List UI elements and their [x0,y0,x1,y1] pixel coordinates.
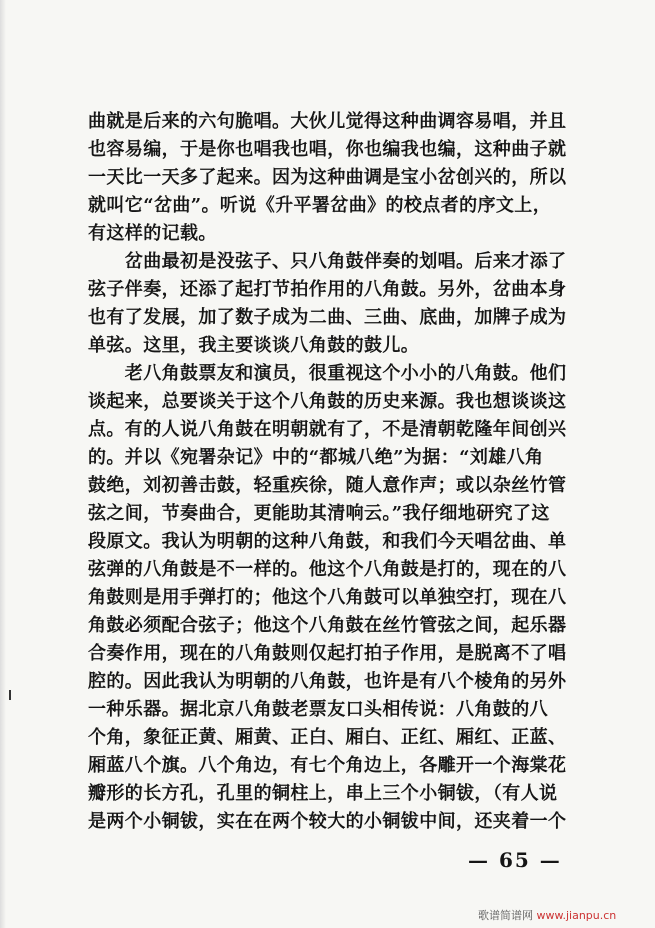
text-line: 也容易编，于是你也唱我也唱，你也编我也编，这种曲子就 [88,139,567,160]
text-line: 也有了发展，加了数子成为二曲、三曲、底曲，加牌子成为 [88,307,567,328]
text-line: 段原文。我认为明朝的这种八角鼓，和我们今天唱岔曲、单 [88,531,567,552]
text-line: 曲就是后来的六句脆唱。大伙儿觉得这种曲调容易唱，并且 [88,111,567,132]
text-line: 弦弹的八角鼓是不一样的。他这个八角鼓是打的，现在的八 [88,559,567,580]
text-line: 鼓绝，刘初善击鼓，轻重疾徐，随人意作声；或以杂丝竹管 [88,475,567,496]
watermark [478,907,616,923]
text-line: 一天比一天多了起来。因为这种曲调是宝小岔创兴的，所以 [88,167,567,188]
text-line: 厢蓝八个旗。八个角边，有七个角边上，各雕开一个海棠花 [88,755,567,776]
text-line: 弦之间，节奏曲合，更能助其清响云。”我仔细地研究了这 [88,503,550,524]
text-line: 岔曲最初是没弦子、只八角鼓伴奏的划唱。后来才添了 [88,251,567,272]
text-line: 是两个小铜钹，实在在两个较大的小铜钹中间，还夹着一个 [88,811,567,832]
scan-edge [0,0,6,928]
text-line: 角鼓则是用手弹打的；他这个八角鼓可以单独空打，现在八 [88,587,567,608]
text-line: 瓣形的长方孔，孔里的铜柱上，串上三个小铜钹，（有人说 [88,783,558,804]
text-line: 一种乐器。据北京八角鼓老票友口头相传说：八角鼓的八 [88,699,548,720]
scan-mark [9,690,11,700]
text-line: 单弦。这里，我主要谈谈八角鼓的鼓儿。 [88,335,420,356]
text-line: 谈起来，总要谈关于这个八角鼓的历史来源。我也想谈谈这 [88,391,567,412]
text-line: 点。有的人说八角鼓在明朝就有了，不是清朝乾隆年间创兴 [88,419,567,440]
text-line: 就叫它“岔曲”。听说《升平署岔曲》的校点者的序文上， [88,195,552,216]
text-line: 腔的。因此我认为明朝的八角鼓，也许是有八个棱角的另外 [88,671,567,692]
text-line: 个角，象征正黄、厢黄、正白、厢白、正红、厢红、正蓝、 [88,727,567,748]
text-line: 有这样的记载。 [88,223,217,244]
text-line: 角鼓必须配合弦子；他这个八角鼓在丝竹管弦之间，起乐器 [88,615,567,636]
text-line: 老八角鼓票友和演员，很重视这个小小的八角鼓。他们 [88,363,567,384]
text-line: 的。并以《宛署杂记》中的“都城八绝”为据：“刘雄八角 [88,447,544,468]
watermark-url: www.jianpu.cn [536,909,617,922]
text-line: 合奏作用，现在的八角鼓则仅起打拍子作用，是脱离不了唱 [88,643,567,664]
body-text [88,108,572,836]
watermark-site: 歌谱简谱网 [478,909,533,922]
text-line: 弦子伴奏，还添了起打节拍作用的八角鼓。另外，岔曲本身 [88,279,567,300]
page-number: — 65 — [468,848,562,872]
